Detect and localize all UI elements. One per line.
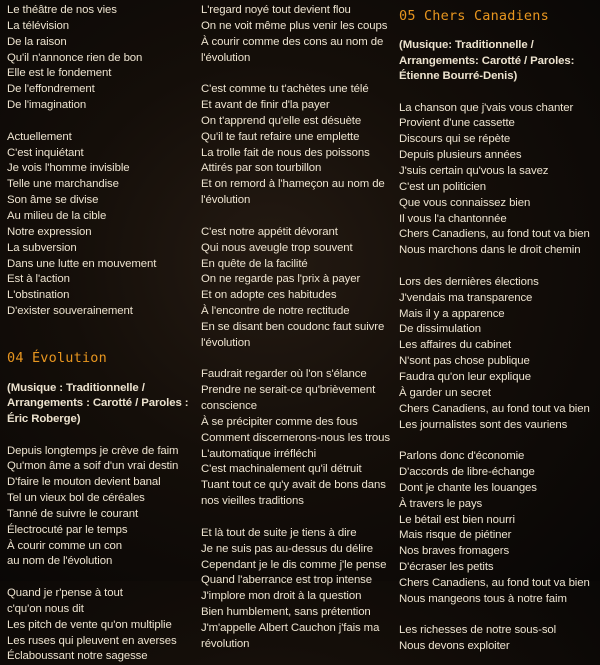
lyric-line: Tuant tout ce qu'y avait de bons dans — [201, 479, 386, 492]
lyric-line: Éclaboussant notre sagesse — [7, 650, 148, 663]
lyric-line: À l'encontre de notre rectitude — [201, 305, 350, 318]
lyric-line: J'm'appelle Albert Cauchon j'fais ma — [201, 621, 380, 634]
lyric-line: Prendre ne serait-ce qu'brièvement — [201, 384, 376, 397]
lyric-line: Bien humblement, sans prétention — [201, 606, 371, 619]
lyric-line: J'implore mon droit à la question — [201, 590, 362, 603]
lyric-line: J'suis certain qu'vous la savez — [399, 165, 549, 177]
lyric-line: L'automatique irréfléchi — [201, 447, 317, 460]
lyric-line: Et on adopte ces habitudes — [201, 289, 337, 302]
lyric-line: Quand je r'pense à tout — [7, 587, 123, 600]
lyric-line: À courir comme des cons au nom de — [201, 35, 384, 48]
lyric-line: L'regard noyé tout devient flou — [201, 4, 351, 16]
lyric-line: Actuellement — [7, 130, 72, 143]
lyric-line: D'exister souverainement — [7, 305, 133, 318]
stanza — [399, 449, 598, 607]
lyric-line: Chers Canadiens, au fond tout va bien — [399, 576, 590, 589]
lyric-line: l'évolution — [201, 336, 251, 349]
lyric-line: La trolle fait de nous des poissons — [201, 146, 370, 159]
stanza — [399, 275, 598, 433]
lyric-line: La chanson que j'vais vous chanter — [399, 101, 574, 114]
lyric-line: Et avant de finir d'la payer — [201, 99, 330, 112]
lyric-line: Le bétail est bien nourri — [399, 513, 515, 526]
lyric-line: De dissimulation — [399, 323, 481, 336]
stanza-gap — [7, 570, 195, 586]
lyric-line: Nous marchons dans le droit chemin — [399, 244, 581, 257]
stanza-gap — [7, 114, 195, 130]
stanza-gap — [399, 433, 598, 449]
stanza — [201, 82, 391, 209]
lyric-line: au nom de l'évolution — [7, 555, 113, 568]
lyric-line: Chers Canadiens, au fond tout va bien — [399, 228, 590, 241]
lyric-line: Chers Canadiens, au fond tout va bien — [399, 402, 590, 415]
lyric-line: Faudrait regarder où l'on s'élance — [201, 368, 367, 381]
lyric-line: D'écraser les petits — [399, 561, 494, 574]
lyric-line: À se précipiter comme des fous — [201, 415, 358, 428]
lyric-line: C'est machinalement qu'il détruit — [201, 463, 362, 476]
stanza-gap — [201, 352, 391, 368]
lyric-line: Tanné de suivre le courant — [7, 507, 139, 520]
stanza-gap — [7, 428, 195, 444]
lyric-line: l'évolution — [201, 194, 251, 207]
title-gap — [7, 367, 195, 381]
stanza-gap — [201, 66, 391, 82]
lyric-line: Je vois l'homme invisible — [7, 162, 130, 175]
song-title-evolution: 04 Évolution — [7, 349, 107, 366]
lyric-line: Et là tout de suite je tiens à dire — [201, 526, 357, 539]
lyric-line: nos vieilles traditions — [201, 495, 304, 508]
lyric-line: l'évolution — [201, 51, 251, 64]
lyric-line: C'est inquiétant — [7, 146, 84, 159]
lyric-line: Comment discernerons-nous les trous — [201, 431, 390, 444]
stanza-gap — [399, 608, 598, 624]
lyric-line: Dont je chante les louanges — [399, 481, 537, 494]
stanza — [201, 3, 391, 66]
lyric-line: Telle une marchandise — [7, 178, 119, 191]
lyric-line: En quête de la facilité — [201, 257, 308, 270]
lyric-line: En se disant ben coudonc faut suivre — [201, 320, 385, 333]
song-title-chers-canadiens: 05 Chers Canadiens — [399, 8, 549, 24]
lyric-line: L'obstination — [7, 289, 70, 302]
lyric-line: Parlons donc d'économie — [399, 450, 525, 463]
lyric-line: J'vendais ma transparence — [399, 291, 533, 304]
lyric-line: C'est comme tu t'achètes une télé — [201, 83, 369, 96]
stanza — [399, 101, 598, 259]
lyric-line: On ne regarde pas l'prix à payer — [201, 273, 361, 286]
lyric-line: Les journalistes sont des vauriens — [399, 418, 568, 431]
lyric-line: On ne voit même plus venir les coups — [201, 19, 388, 32]
lyric-line: Est à l'action — [7, 273, 70, 286]
lyric-line: Qu'mon âme a soif d'un vrai destin — [7, 460, 179, 473]
lyric-line: Mais il y a apparence — [399, 307, 505, 320]
lyric-line: Notre expression — [7, 225, 92, 238]
lyric-line: C'est notre appétit dévorant — [201, 225, 338, 238]
title-gap — [399, 25, 598, 38]
lyrics-column-2 — [201, 3, 391, 653]
lyric-line: D'faire le mouton devient banal — [7, 476, 161, 489]
lyric-line: Qu'il n'annonce rien de bon — [7, 51, 143, 64]
lyric-line: Provient d'une cassette — [399, 117, 515, 130]
lyrics-column-1 — [7, 3, 195, 665]
lyrics-column-3 — [399, 3, 598, 655]
stanza — [399, 623, 598, 655]
lyric-line: De la raison — [7, 35, 67, 48]
lyric-line: Depuis longtemps je crève de faim — [7, 444, 179, 457]
stanza — [7, 130, 195, 320]
lyric-line: À courir comme un con — [7, 539, 123, 552]
lyric-line: C'est un politicien — [399, 180, 487, 193]
lyric-line: À garder un secret — [399, 386, 491, 399]
lyric-line: Discours qui se répète — [399, 133, 511, 146]
lyric-line: N'sont pas chose publique — [399, 355, 530, 368]
stanza — [201, 225, 391, 352]
lyric-line: Nous devons exploiter — [399, 640, 510, 653]
lyric-line: Nous mangeons tous à notre faim — [399, 592, 567, 605]
song-credits: (Musique: Traditionnelle / Arrangements: Carotté / Paroles: Étienne Bourré-Denis) — [399, 39, 575, 83]
lyric-line: c'qu'on nous dit — [7, 602, 84, 615]
lyric-line: D'accords de libre-échange — [399, 466, 535, 479]
lyric-line: Les pitch de vente qu'on multiplie — [7, 618, 172, 631]
lyric-line: Nos braves fromagers — [399, 545, 510, 558]
lyric-line: Les affaires du cabinet — [399, 339, 512, 352]
lyric-line: Depuis plusieurs années — [399, 149, 522, 162]
stanza-gap — [201, 209, 391, 225]
lyric-line: Faudra qu'on leur explique — [399, 370, 531, 383]
title-gap — [7, 320, 195, 350]
lyric-line: Elle est le fondement — [7, 67, 112, 80]
lyric-line: Le théâtre de nos vies — [7, 4, 117, 16]
stanza — [7, 3, 195, 114]
lyric-line: Tel un vieux bol de céréales — [7, 492, 145, 505]
lyric-line: Mais risque de piétiner — [399, 529, 512, 542]
lyric-line: Son âme se divise — [7, 194, 99, 207]
lyric-line: Électrocuté par le temps — [7, 523, 128, 536]
stanza-gap — [399, 85, 598, 101]
lyric-line: Attirés par son tourbillon — [201, 162, 322, 175]
lyric-line: Je ne suis pas au-dessus du délire — [201, 542, 373, 555]
lyric-line: Au milieu de la cible — [7, 209, 107, 222]
lyric-line: À travers le pays — [399, 497, 483, 510]
song-credits: (Musique : Traditionnelle / Arrangements : Carotté / Paroles : Éric Roberge) — [7, 381, 189, 426]
lyric-line: Que vous connaissez bien — [399, 196, 531, 209]
lyric-line: Cependant je le dis comme j'le pense — [201, 558, 387, 571]
lyric-line: conscience — [201, 400, 257, 413]
lyric-line: Et on remord à l'hameçon au nom de — [201, 178, 385, 191]
lyric-line: De l'effondrement — [7, 83, 95, 96]
stanza — [7, 586, 195, 665]
lyric-line: De l'imagination — [7, 99, 87, 112]
lyric-line: Qu'il te faut refaire une emplette — [201, 130, 360, 143]
stanza — [7, 444, 195, 571]
lyric-line: Les richesses de notre sous-sol — [399, 624, 557, 637]
lyric-line: révolution — [201, 637, 250, 650]
lyric-line: On t'apprend qu'elle est désuète — [201, 114, 362, 127]
lyric-line: Lors des dernières élections — [399, 275, 539, 288]
lyric-line: La télévision — [7, 19, 70, 32]
stanza-gap — [399, 259, 598, 275]
lyric-line: Il vous l'a chantonnée — [399, 212, 507, 225]
lyric-line: Quand l'aberrance est trop intense — [201, 574, 373, 587]
stanza — [201, 367, 391, 510]
lyric-line: Les ruses qui pleuvent en averses — [7, 634, 177, 647]
stanza — [201, 526, 391, 653]
stanza-gap — [201, 510, 391, 526]
lyric-line: Dans une lutte en mouvement — [7, 257, 157, 270]
lyric-line: Qui nous aveugle trop souvent — [201, 241, 353, 254]
lyric-line: La subversion — [7, 241, 77, 254]
